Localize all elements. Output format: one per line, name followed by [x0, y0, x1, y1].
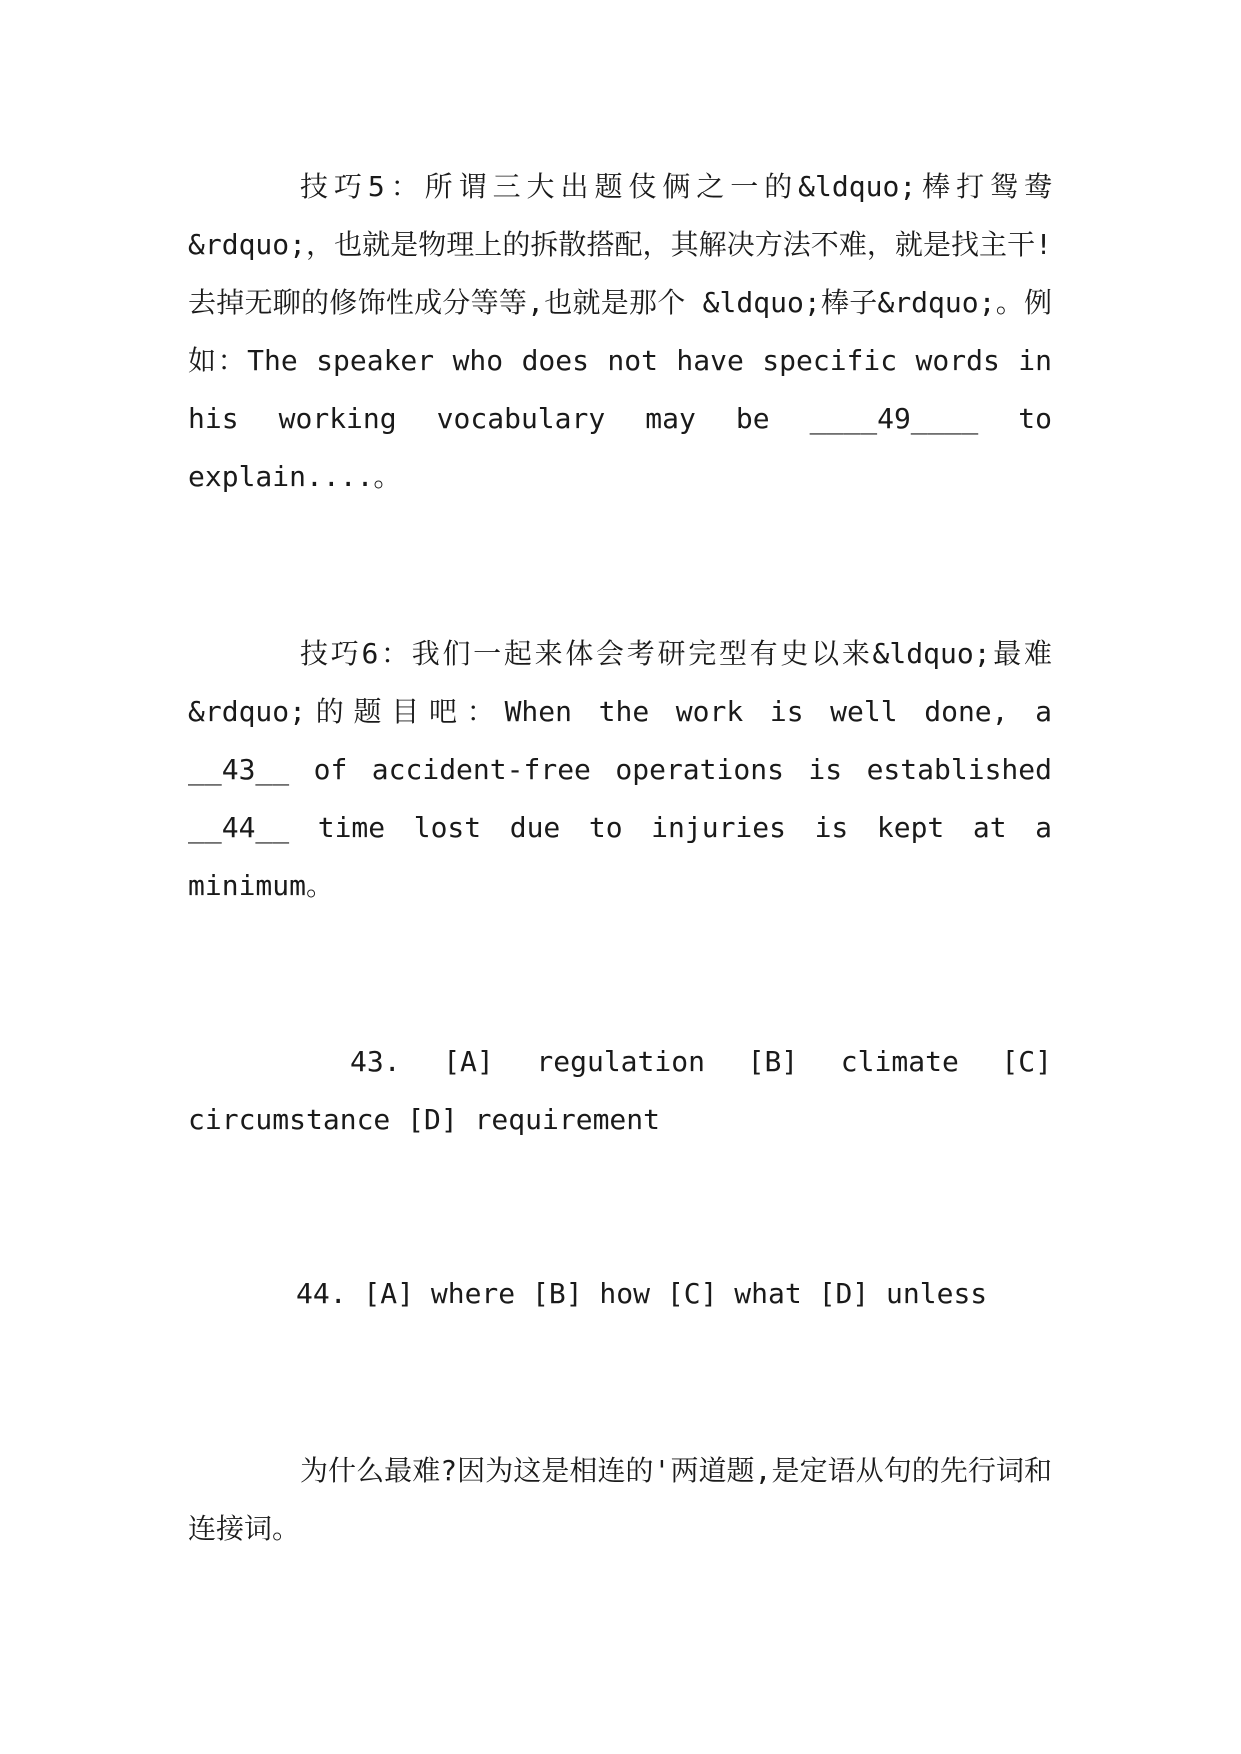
paragraph-explanation: 为什么最难?因为这是相连的'两道题,是定语从句的先行词和连接词。 — [188, 1454, 1052, 1545]
question-43-options: 43. [A] regulation [B] climate [C] circumstance [D] requirement — [188, 1045, 1052, 1136]
paragraph-tip-6: 技巧6：我们一起来体会考研完型有史以来&ldquo;最难&rdquo;的题目吧：When the work is well done, a __43__ of accident-free operations is established __44__ time lost due to injuries is kept at a minimum。 — [188, 637, 1052, 902]
question-44-options: 44. [A] where [B] how [C] what [D] unless — [296, 1277, 988, 1310]
paragraph-tip-5: 技巧5：所谓三大出题伎俩之一的&ldquo;棒打鸳鸯&rdquo;，也就是物理上的拆散搭配，其解决方法不难，就是找主干!去掉无聊的修饰性成分等等,也就是那个 &ldquo;棒子&rdquo;。例如：The speaker who does not have specific words in his working vocabulary may be ____49____ to explain....。 — [188, 170, 1052, 493]
